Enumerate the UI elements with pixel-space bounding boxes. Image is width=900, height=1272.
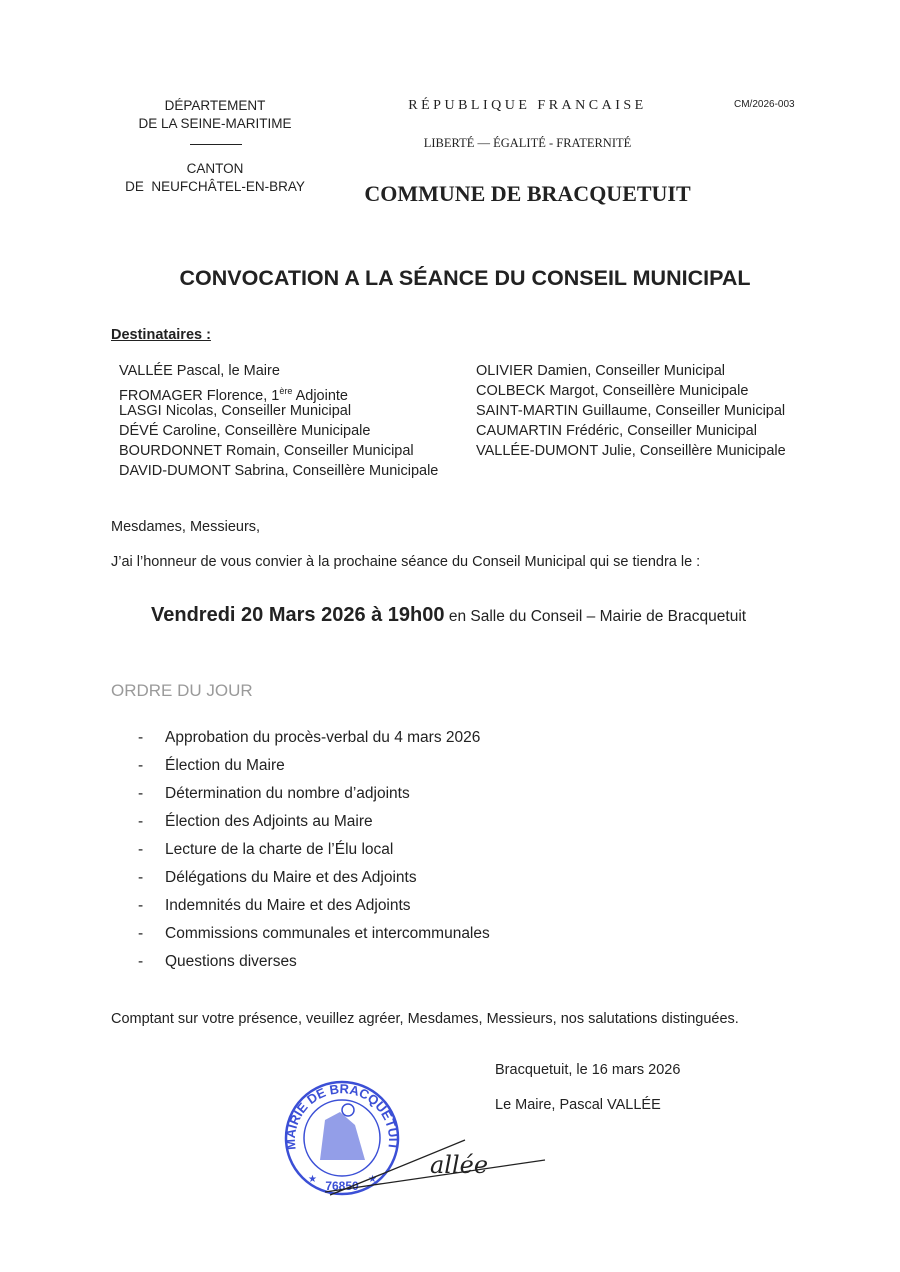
intro-text: J’ai l’honneur de vous convier à la prochaine séance du Conseil Municipal qui se tiendra le :: [111, 554, 701, 570]
svg-text:allée: allée: [430, 1151, 489, 1179]
recipient: DÉVÉ Caroline, Conseillère Municipale: [119, 423, 371, 439]
agenda-list: [138, 724, 638, 976]
place-date: Bracquetuit, le 16 mars 2026: [495, 1062, 681, 1078]
svg-text:76850: 76850: [325, 1179, 359, 1193]
agenda-item: - Questions diverses: [138, 953, 297, 970]
recipient: SAINT-MARTIN Guillaume, Conseiller Municipal: [476, 403, 786, 419]
recipient: CAUMARTIN Frédéric, Conseiller Municipal: [476, 423, 757, 439]
svg-text:MAIRIE DE BRACQUETUIT: MAIRIE DE BRACQUETUIT: [282, 1081, 402, 1151]
reference: CM/2026-003: [734, 99, 795, 110]
meeting-location: en Salle du Conseil – Mairie de Bracquetuit: [444, 608, 747, 625]
devise: LIBERTÉ — ÉGALITÉ - FRATERNITÉ: [423, 136, 632, 150]
departement-line: DÉPARTEMENT: [164, 98, 266, 113]
mairie-stamp: [283, 1081, 401, 1194]
republique-title: RÉPUBLIQUE FRANCAISE: [408, 98, 647, 113]
recipient: DAVID-DUMONT Sabrina, Conseillère Municipale: [119, 463, 439, 479]
departement-block: [110, 97, 320, 133]
agenda-title: ORDRE DU JOUR: [111, 681, 253, 700]
meeting-line: [151, 604, 746, 627]
recipient: VALLÉE-DUMONT Julie, Conseillère Municipale: [476, 443, 786, 459]
signer: Le Maire, Pascal VALLÉE: [495, 1097, 661, 1113]
closing-text: Comptant sur votre présence, veuillez agréer, Mesdames, Messieurs, nos salutations distinguées.: [111, 1011, 739, 1027]
departement-line: DE LA SEINE-MARITIME: [138, 116, 292, 131]
svg-text:★: ★: [368, 1174, 377, 1185]
meeting-date: Vendredi 20 Mars 2026 à 19h00: [151, 604, 445, 626]
agenda-item: - Commissions communales et intercommunales: [138, 925, 490, 942]
agenda-item: - Détermination du nombre d’adjoints: [138, 785, 410, 802]
recipient: OLIVIER Damien, Conseiller Municipal: [476, 363, 726, 379]
page-title: CONVOCATION A LA SÉANCE DU CONSEIL MUNICIPAL: [179, 266, 751, 290]
agenda-item: - Approbation du procès-verbal du 4 mars 2026: [138, 729, 481, 746]
canton-line: DE NEUFCHÂTEL-EN-BRAY: [125, 179, 305, 194]
recipient: COLBECK Margot, Conseillère Municipale: [476, 383, 749, 399]
recipients-right: [476, 361, 786, 461]
divider: [190, 144, 242, 145]
recipients-label: Destinataires :: [111, 327, 211, 343]
canton-line: CANTON: [186, 161, 244, 176]
agenda-item: - Élection du Maire: [138, 757, 285, 774]
agenda-item: - Lecture de la charte de l’Élu local: [138, 841, 394, 858]
agenda-item: - Indemnités du Maire et des Adjoints: [138, 897, 411, 914]
recipient: LASGI Nicolas, Conseiller Municipal: [119, 403, 352, 419]
recipient: FROMAGER Florence, 1ère Adjointe: [119, 386, 348, 404]
salutation: Mesdames, Messieurs,: [111, 519, 261, 535]
stamp-and-signature: [280, 1070, 560, 1210]
agenda-item: - Délégations du Maire et des Adjoints: [138, 869, 417, 886]
recipient: VALLÉE Pascal, le Maire: [119, 363, 280, 379]
agenda-item: - Élection des Adjoints au Maire: [138, 813, 373, 830]
canton-block: [100, 160, 330, 196]
recipient: BOURDONNET Romain, Conseiller Municipal: [119, 443, 414, 459]
svg-text:★: ★: [308, 1174, 317, 1185]
recipients-left: [119, 361, 438, 481]
commune-title: COMMUNE DE BRACQUETUIT: [364, 181, 691, 206]
